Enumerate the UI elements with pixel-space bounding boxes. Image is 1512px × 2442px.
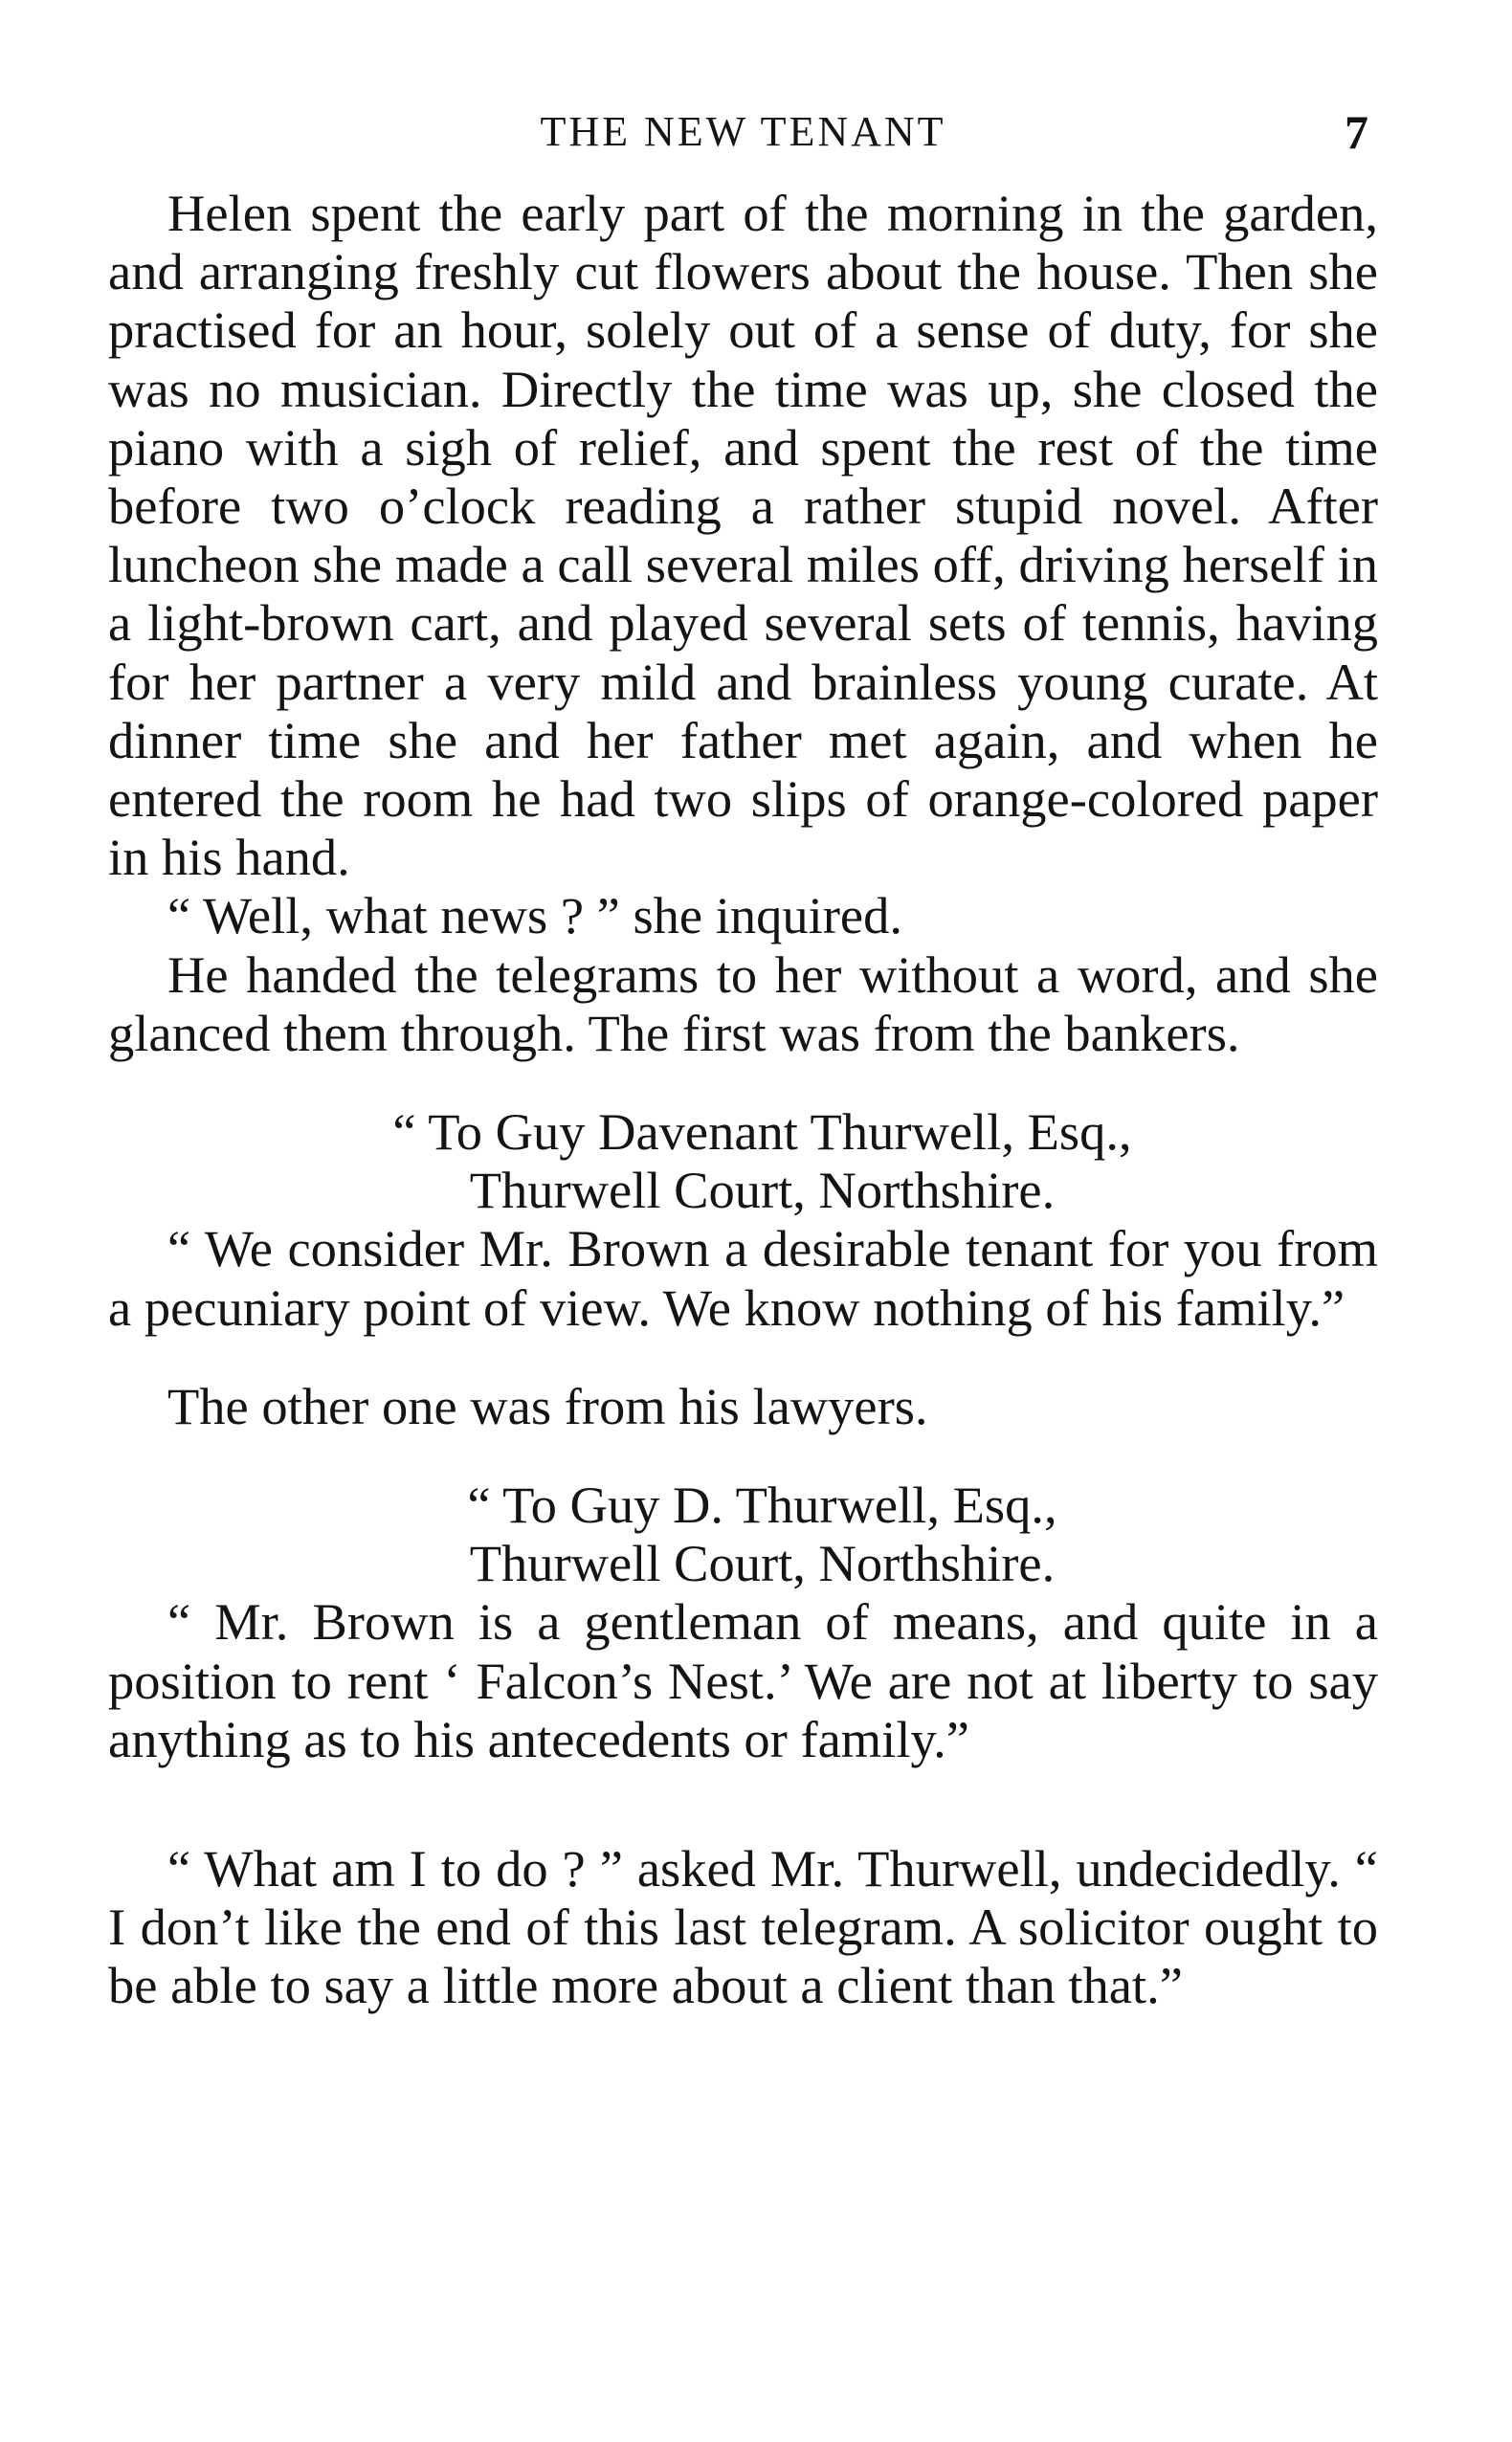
running-head: [108, 103, 1378, 161]
paragraph: “ What am I to do ? ” asked Mr. Thurwell, undecidedly. “ I don’t like the end of this last telegram. A solicitor ought to be able to say a little more about a client than that.”: [108, 1839, 1378, 2015]
running-title: THE NEW TENANT: [540, 108, 946, 155]
book-page: [108, 103, 1378, 2015]
telegram-address: [108, 1476, 1378, 1592]
paragraph: The other one was from his lawyers.: [167, 1376, 928, 1435]
page-number: 7: [1345, 105, 1368, 159]
address-line: “ To Guy D. Thurwell, Esq.,: [467, 1476, 1057, 1535]
telegram-address: [108, 1102, 1378, 1219]
address-line: “ To Guy Davenant Thurwell, Esq.,: [392, 1102, 1132, 1162]
address-line: Thurwell Court, Northshire.: [469, 1534, 1056, 1593]
address-line: Thurwell Court, Northshire.: [469, 1161, 1056, 1220]
telegram-message: “ We consider Mr. Brown a desirable tenant for you from a pecuniary point of view. We know nothing of his family.”: [108, 1219, 1378, 1337]
paragraph: “ Well, what news ? ” she inquired.: [167, 886, 902, 945]
telegram-message: “ Mr. Brown is a gentleman of means, and quite in a position to rent ‘ Falcon’s Nest.’ We are not at liberty to say anything as to his antecedents or family.”: [108, 1592, 1378, 1768]
body-text: [108, 184, 1378, 2015]
paragraph: Helen spent the early part of the morning in the garden, and arranging freshly cut flowers about the house. Then she practised for an hour, solely out of a sense of duty, for she was no musician. Directly the time was up, she closed the piano with a sigh of relief, and spent the rest of the time before two o’clock reading a rather stupid novel. After luncheon she made a call several miles off, driving herself in a light-brown cart, and played several sets of tennis, having for her partner a very mild and brainless young curate. At dinner time she and her father met again, and when he entered the room he had two slips of orange-colored paper in his hand.: [108, 184, 1378, 887]
paragraph: He handed the telegrams to her without a word, and she glanced them through. The first was from the bankers.: [108, 944, 1378, 1062]
